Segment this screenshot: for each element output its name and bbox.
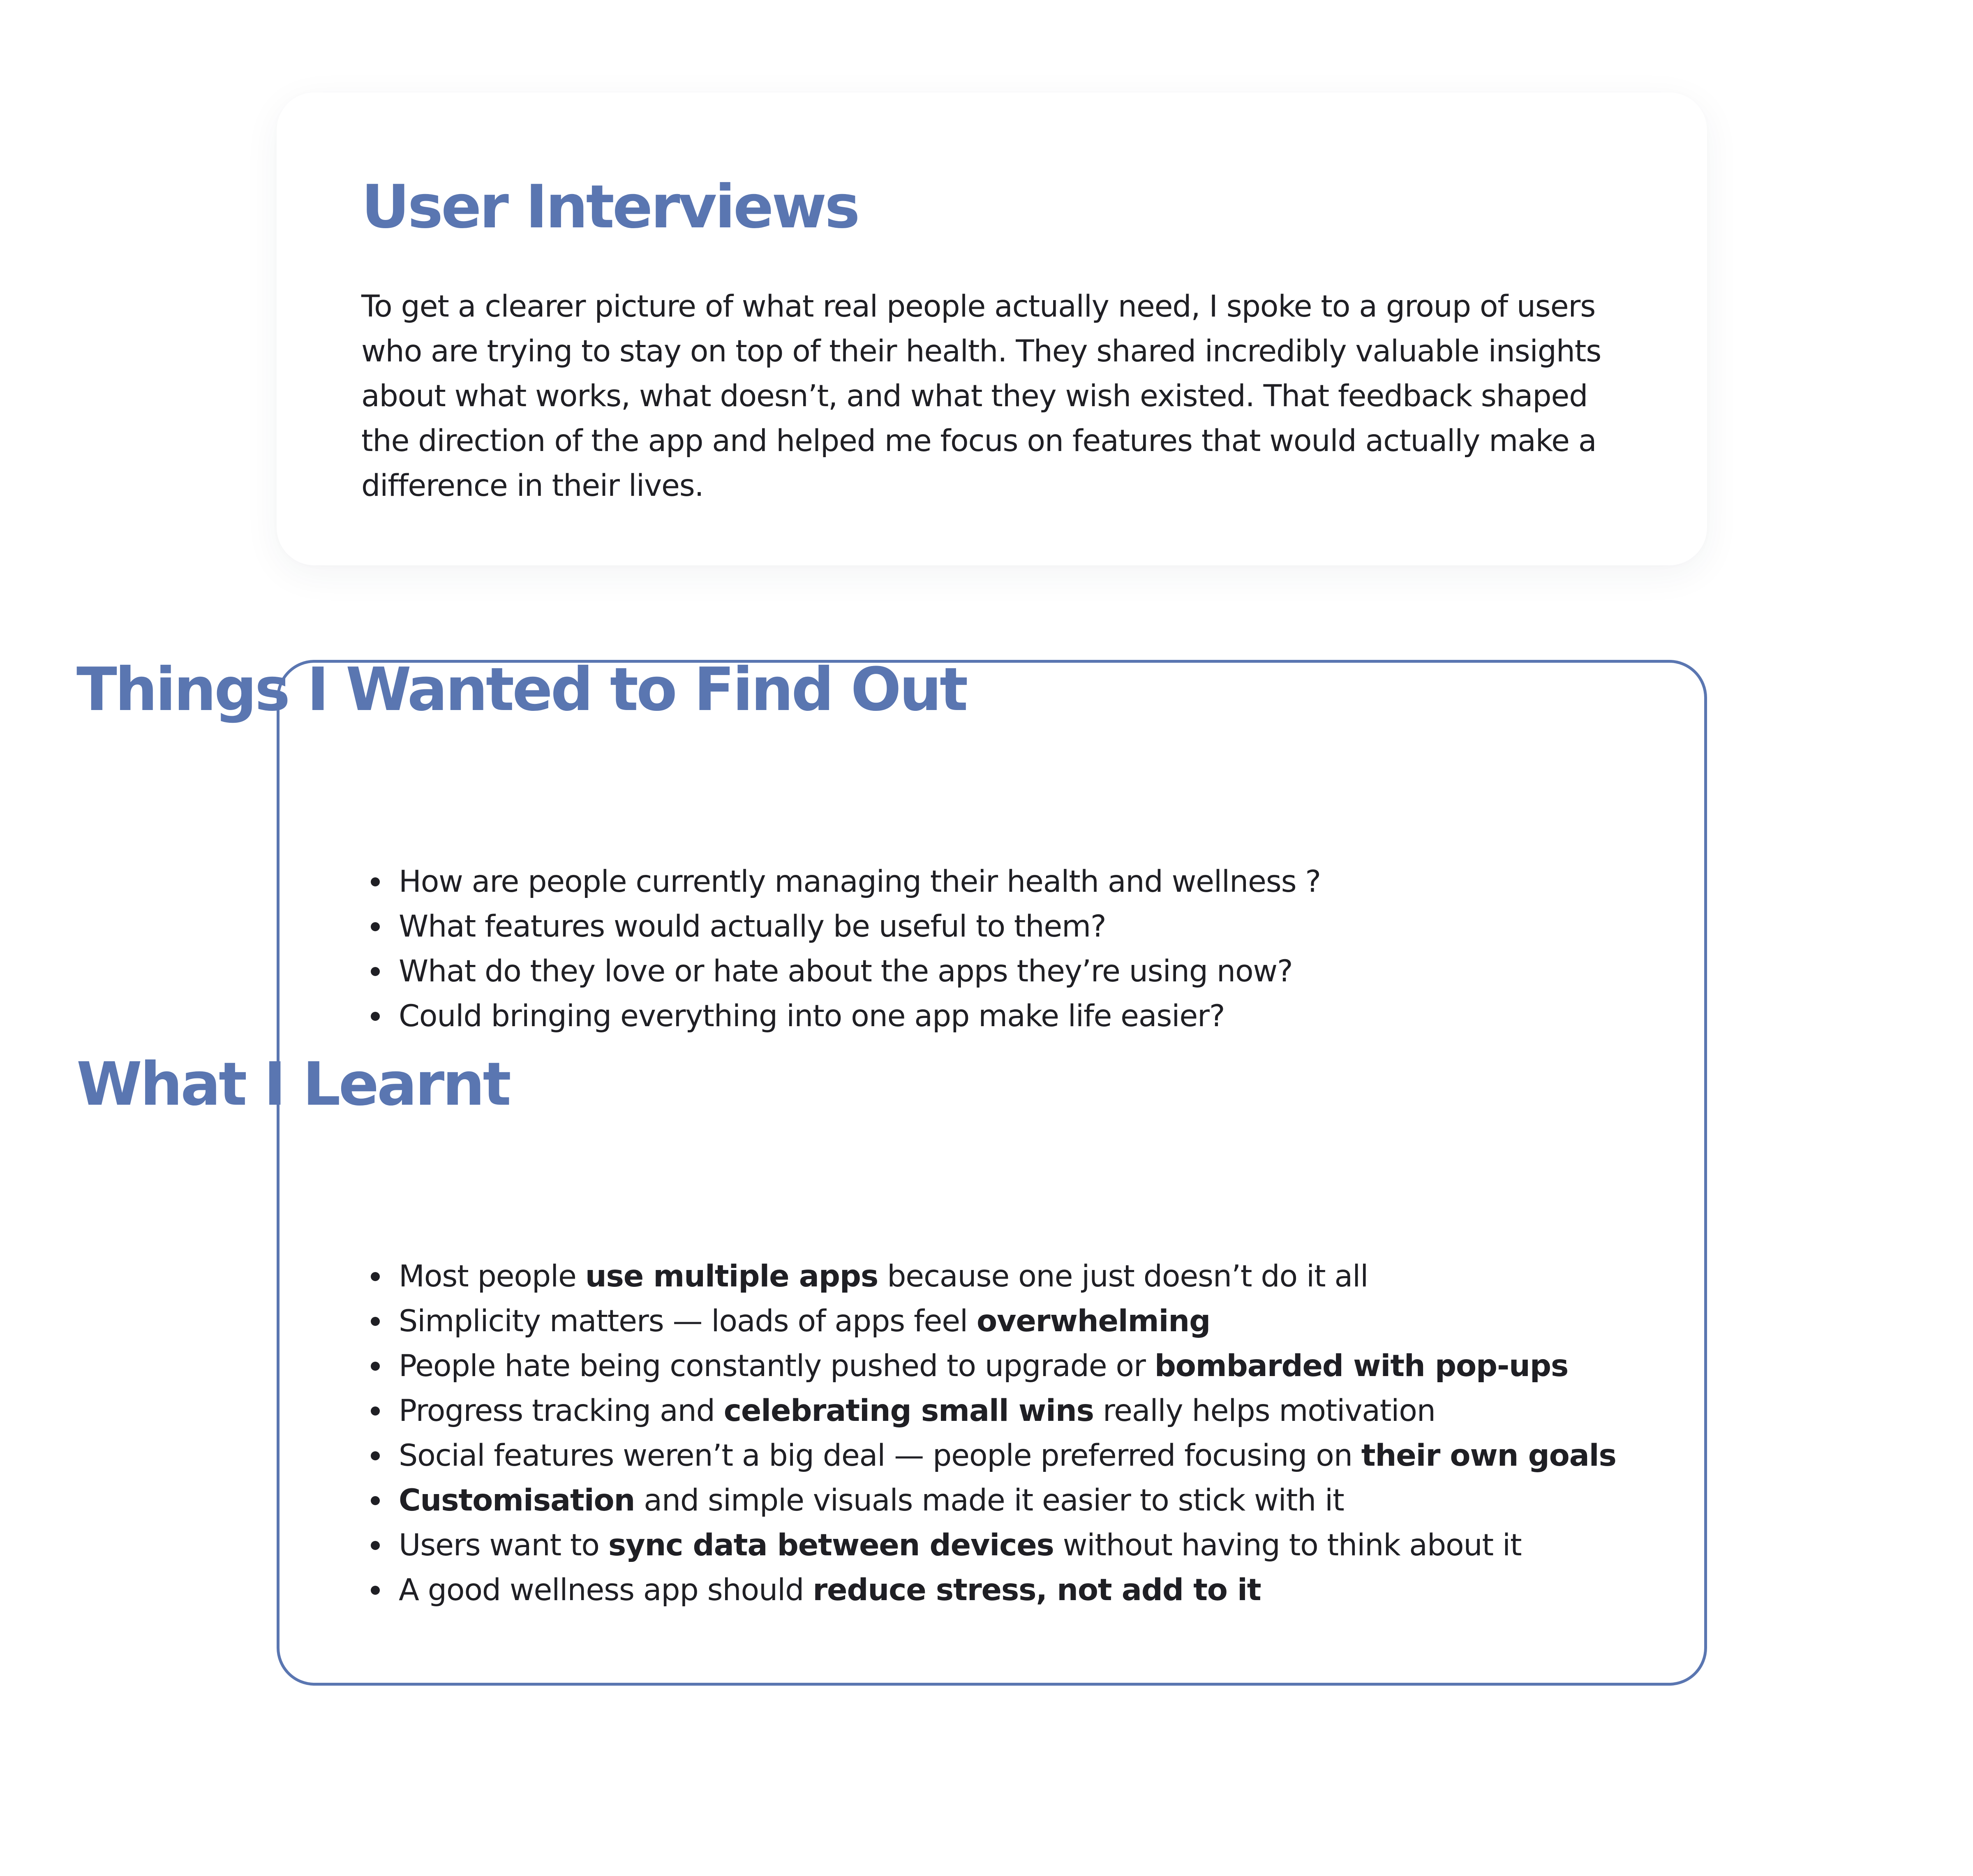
- learnt-text: without having to think about it: [1053, 1528, 1522, 1563]
- learnt-text: really helps motivation: [1093, 1393, 1435, 1428]
- bullet-icon: [371, 1317, 380, 1326]
- bullet-icon: [371, 922, 380, 931]
- learnt-item: [0, 1254, 1616, 1299]
- learnt-item: [0, 1523, 1616, 1568]
- user-interviews-paragraph: To get a clearer picture of what real people actually need, I spoke to a group of users who are trying to stay on top of their health. They shared incredibly valuable insights about what works, what doesn’t, and what they wish existed. That feedback shaped the direction of the app and helped me focus on features that would actually make a difference in their lives.: [361, 289, 1601, 503]
- bullet-icon: [371, 967, 380, 976]
- bullet-icon: [371, 1012, 380, 1021]
- learnt-item: [0, 1478, 1616, 1523]
- learnt-item: [0, 1344, 1616, 1388]
- learnt-emphasis: Customisation: [399, 1483, 635, 1518]
- find-out-item: [0, 859, 1321, 904]
- learnt-heading: What I Learnt: [76, 1050, 509, 1119]
- learnt-emphasis: bombarded with pop-ups: [1154, 1349, 1569, 1383]
- learnt-text: because one just doesn’t do it all: [878, 1259, 1368, 1294]
- learnt-list: [0, 1254, 1616, 1612]
- learnt-emphasis: reduce stress, not add to it: [813, 1573, 1261, 1608]
- learnt-item: [0, 1568, 1616, 1612]
- learnt-emphasis: use multiple apps: [585, 1259, 878, 1294]
- learnt-text: A good wellness app should: [399, 1573, 813, 1608]
- learnt-emphasis: their own goals: [1361, 1438, 1616, 1473]
- bullet-icon: [371, 1586, 380, 1595]
- user-interviews-card: [277, 93, 1707, 565]
- learnt-emphasis: sync data between devices: [608, 1528, 1054, 1563]
- learnt-text: Simplicity matters — loads of apps feel: [399, 1304, 977, 1339]
- bullet-icon: [371, 1496, 380, 1505]
- find-out-item: [0, 904, 1321, 949]
- user-interviews-heading: User Interviews: [361, 172, 858, 242]
- learnt-text: Progress tracking and: [399, 1393, 724, 1428]
- learnt-text: and simple visuals made it easier to stick with it: [635, 1483, 1344, 1518]
- learnt-emphasis: celebrating small wins: [723, 1393, 1094, 1428]
- learnt-text: Social features weren’t a big deal — people preferred focusing on: [399, 1438, 1361, 1473]
- bullet-icon: [371, 877, 380, 886]
- bullet-icon: [371, 1272, 380, 1281]
- find-out-text: What do they love or hate about the apps they’re using now?: [399, 954, 1293, 989]
- learnt-text: People hate being constantly pushed to upgrade or: [399, 1349, 1155, 1383]
- learnt-emphasis: overwhelming: [977, 1304, 1211, 1339]
- learnt-text: Users want to: [399, 1528, 608, 1563]
- bullet-icon: [371, 1406, 380, 1416]
- learnt-item: [0, 1299, 1616, 1344]
- find-out-item: [0, 994, 1321, 1039]
- find-out-item: [0, 949, 1321, 994]
- find-out-text: What features would actually be useful to them?: [399, 909, 1106, 944]
- bullet-icon: [371, 1541, 380, 1550]
- find-out-text: How are people currently managing their health and wellness ?: [399, 864, 1321, 899]
- find-out-heading: Things I Wanted to Find Out: [76, 655, 966, 724]
- learnt-text: Most people: [399, 1259, 585, 1294]
- find-out-text: Could bringing everything into one app make life easier?: [399, 999, 1225, 1034]
- learnt-item: [0, 1388, 1616, 1433]
- bullet-icon: [371, 1362, 380, 1371]
- find-out-list: [0, 859, 1321, 1039]
- learnt-item: [0, 1433, 1616, 1478]
- bullet-icon: [371, 1451, 380, 1460]
